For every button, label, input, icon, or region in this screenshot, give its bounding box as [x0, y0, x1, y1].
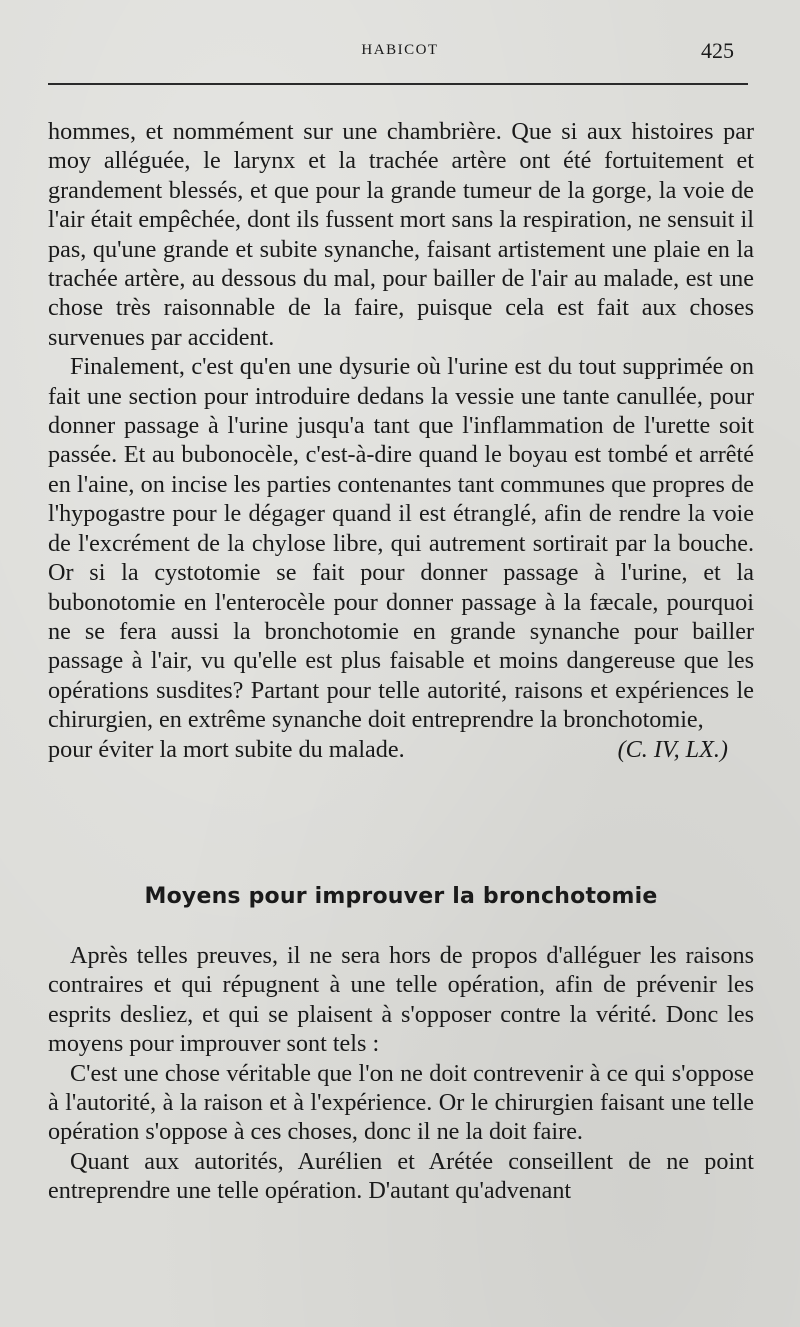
closing-line	[48, 735, 754, 764]
page-number: 425	[701, 38, 734, 63]
text-block-top	[48, 117, 754, 764]
running-head	[0, 38, 800, 68]
paragraph-apres: Après telles preuves, il ne sera hors de propos d'alléguer les raisons contraires et qui répugnent à une telle opération, afin de prévenir les esprits desliez, et qui se plaisent à s'opposer contre la vérité. Donc les moyens pour improuver sont tels :	[48, 942, 754, 1058]
paragraph-continuation: hommes, et nommément sur une chambrière. Que si aux histoires par moy alléguée, le larynx et la trachée artère ont été fortuitement et grandement blessés, et que pour la grande tumeur de la gorge, la voie de l'air était empêchée, dont ils fussent mort sans la respiration, ne sensuit il pas, qu'une grande et subite synanche, faisant artistement une plaie en la trachée artère, au dessous du mal, pour bailler de l'air au malade, est une chose très raisonnable de la faire, puisque cela est fait aux choses survenues par accident.	[48, 118, 754, 351]
header-rule	[48, 83, 748, 85]
closing-sentence: pour éviter la mort subite du malade.	[48, 735, 405, 763]
paragraph-chose-veritable: C'est une chose véritable que l'on ne doit contrevenir à ce qui s'oppose à l'autorité, à la raison et à l'expérience. Or le chirurgien faisant une telle opération s'oppose à ces choses, donc il ne la doit faire.	[48, 1059, 754, 1146]
section-heading: Moyens pour improuver la bronchotomie	[144, 884, 658, 909]
paragraph-finalement: Finalement, c'est qu'en une dysurie où l'urine est du tout supprimée on fait une section pour introduire dedans la vessie une tante canullée, pour donner passage à l'urine jusqu'a tant que l'inflammation de l'urette soit passée. Et au bubonocèle, c'est-à-dire quand le boyau est tombé et arrêté en l'aine, on incise les parties contenantes tant communes que propres de l'hypogastre pour le dégager quand il est étranglé, afin de rendre la voie de l'excrément de la chylose libre, qui autrement sortirait par la bouche. Or si la cystotomie se fait pour donner passage à l'urine, et la bubonotomie en l'enterocèle pour donner passage à la fæcale, pourquoi ne se fera aussi la bronchotomie en grande synanche pour bailler passage à l'air, vu qu'elle est plus faisable et moins dangereuse que les opérations susdites? Partant pour telle autorité, raisons et expériences le chirurgien, en extrême synanche doit entreprendre la bronchotomie,	[48, 353, 754, 734]
paragraph-quant-aux-autorites: Quant aux autorités, Aurélien et Arétée conseillent de ne point entreprendre une telle opération. D'autant qu'advenant	[48, 1147, 754, 1205]
running-title: HABICOT	[361, 42, 439, 58]
text-block-bottom	[48, 941, 754, 1206]
citation-reference: (C. IV, LX.)	[617, 735, 728, 763]
